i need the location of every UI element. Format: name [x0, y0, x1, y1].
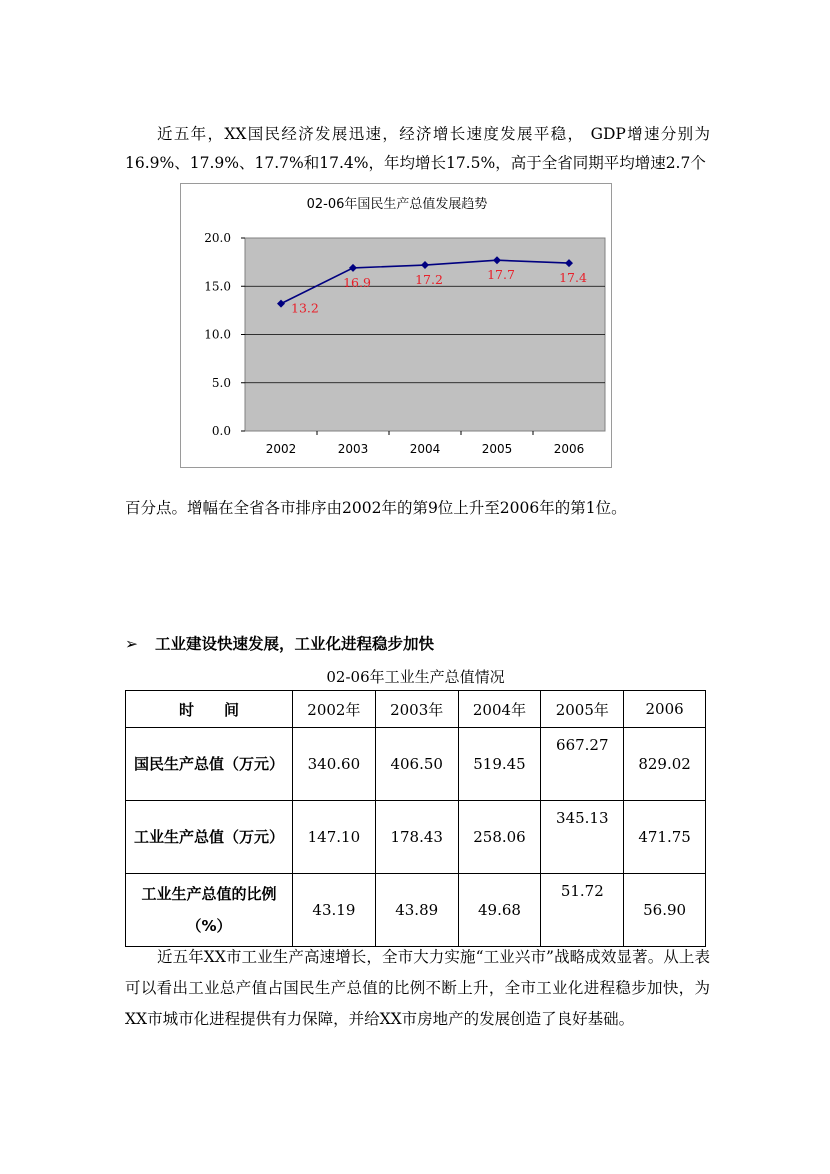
row-label-gdp: 国民生产总值（万元） — [126, 728, 293, 801]
section-heading — [125, 632, 434, 654]
data-label: 17.7 — [487, 267, 515, 283]
header-year-2005: 2005年 — [541, 691, 624, 728]
table-cell: 56.90 — [624, 874, 706, 947]
table-cell: 667.27 — [541, 728, 624, 801]
y-tick-label: 15.0 — [204, 279, 231, 294]
section-heading-text: 工业建设快速发展，工业化进程稳步加快 — [155, 635, 435, 653]
table-cell: 49.68 — [458, 874, 541, 947]
table-caption: 02-06年工业生产总值情况 — [326, 668, 505, 686]
table-cell: 178.43 — [375, 801, 458, 874]
table-cell: 258.06 — [458, 801, 541, 874]
data-label: 13.2 — [291, 300, 319, 316]
table-cell: 406.50 — [375, 728, 458, 801]
header-year-2003: 2003年 — [375, 691, 458, 728]
data-label: 17.4 — [559, 270, 587, 286]
table-cell: 43.19 — [293, 874, 376, 947]
header-year-2006: 2006 — [624, 691, 706, 728]
arrow-bullet-icon: ➢ — [125, 635, 138, 653]
table-cell: 340.60 — [293, 728, 376, 801]
header-time-cell: 时 间 — [126, 691, 293, 728]
x-tick-label: 2004 — [409, 442, 441, 456]
table-row — [126, 728, 706, 801]
table-cell: 829.02 — [624, 728, 706, 801]
conclusion-paragraph: 近五年XX市工业生产高速增长，全市大力实施“工业兴市”战略成效显著。从上表可以看出工业总产值占国民生产总值的比例不断上升，全市工业化进程稳步加快，为XX市城市化进程提供有力保障，并给XX市房地产的发展创造了良好基础。 — [125, 947, 710, 1028]
data-label: 16.9 — [343, 274, 371, 290]
intro-paragraph: 近五年，XX国民经济发展迅速，经济增长速度发展平稳， GDP增速分别为16.9%、17.9%、17.7%和17.4%，年均增长17.5%，高于全省同期平均增速2.7个 — [125, 124, 710, 172]
table-cell: 471.75 — [624, 801, 706, 874]
table-cell: 147.10 — [293, 801, 376, 874]
chart-title: 02-06年国民生产总值发展趋势 — [306, 197, 488, 212]
y-tick-label: 20.0 — [204, 231, 231, 245]
x-tick-label: 2002 — [265, 442, 297, 456]
y-tick-label: 10.0 — [204, 327, 231, 342]
header-year-2004: 2004年 — [458, 691, 541, 728]
table-cell: 43.89 — [375, 874, 458, 947]
table-header-row — [126, 691, 706, 728]
gdp-trend-chart — [180, 183, 612, 468]
y-tick-label: 5.0 — [211, 375, 231, 390]
row-label-industrial: 工业生产总值（万元） — [126, 801, 293, 874]
x-tick-label: 2005 — [481, 442, 513, 456]
x-tick-label: 2006 — [553, 442, 585, 456]
table-row — [126, 874, 706, 947]
row-label-ratio: 工业生产总值的比例（%） — [126, 874, 293, 947]
table-row — [126, 801, 706, 874]
data-label: 17.2 — [415, 272, 443, 288]
industrial-output-table — [125, 690, 706, 947]
ranking-paragraph: 百分点。增幅在全省各市排序由2002年的第9位上升至2006年的第1位。 — [125, 498, 627, 517]
table-cell: 345.13 — [541, 801, 624, 874]
x-tick-label: 2003 — [337, 442, 369, 456]
y-tick-label: 0.0 — [211, 424, 231, 438]
header-year-2002: 2002年 — [293, 691, 376, 728]
table-cell: 519.45 — [458, 728, 541, 801]
table-cell: 51.72 — [541, 874, 624, 947]
chart-canvas — [181, 184, 611, 467]
